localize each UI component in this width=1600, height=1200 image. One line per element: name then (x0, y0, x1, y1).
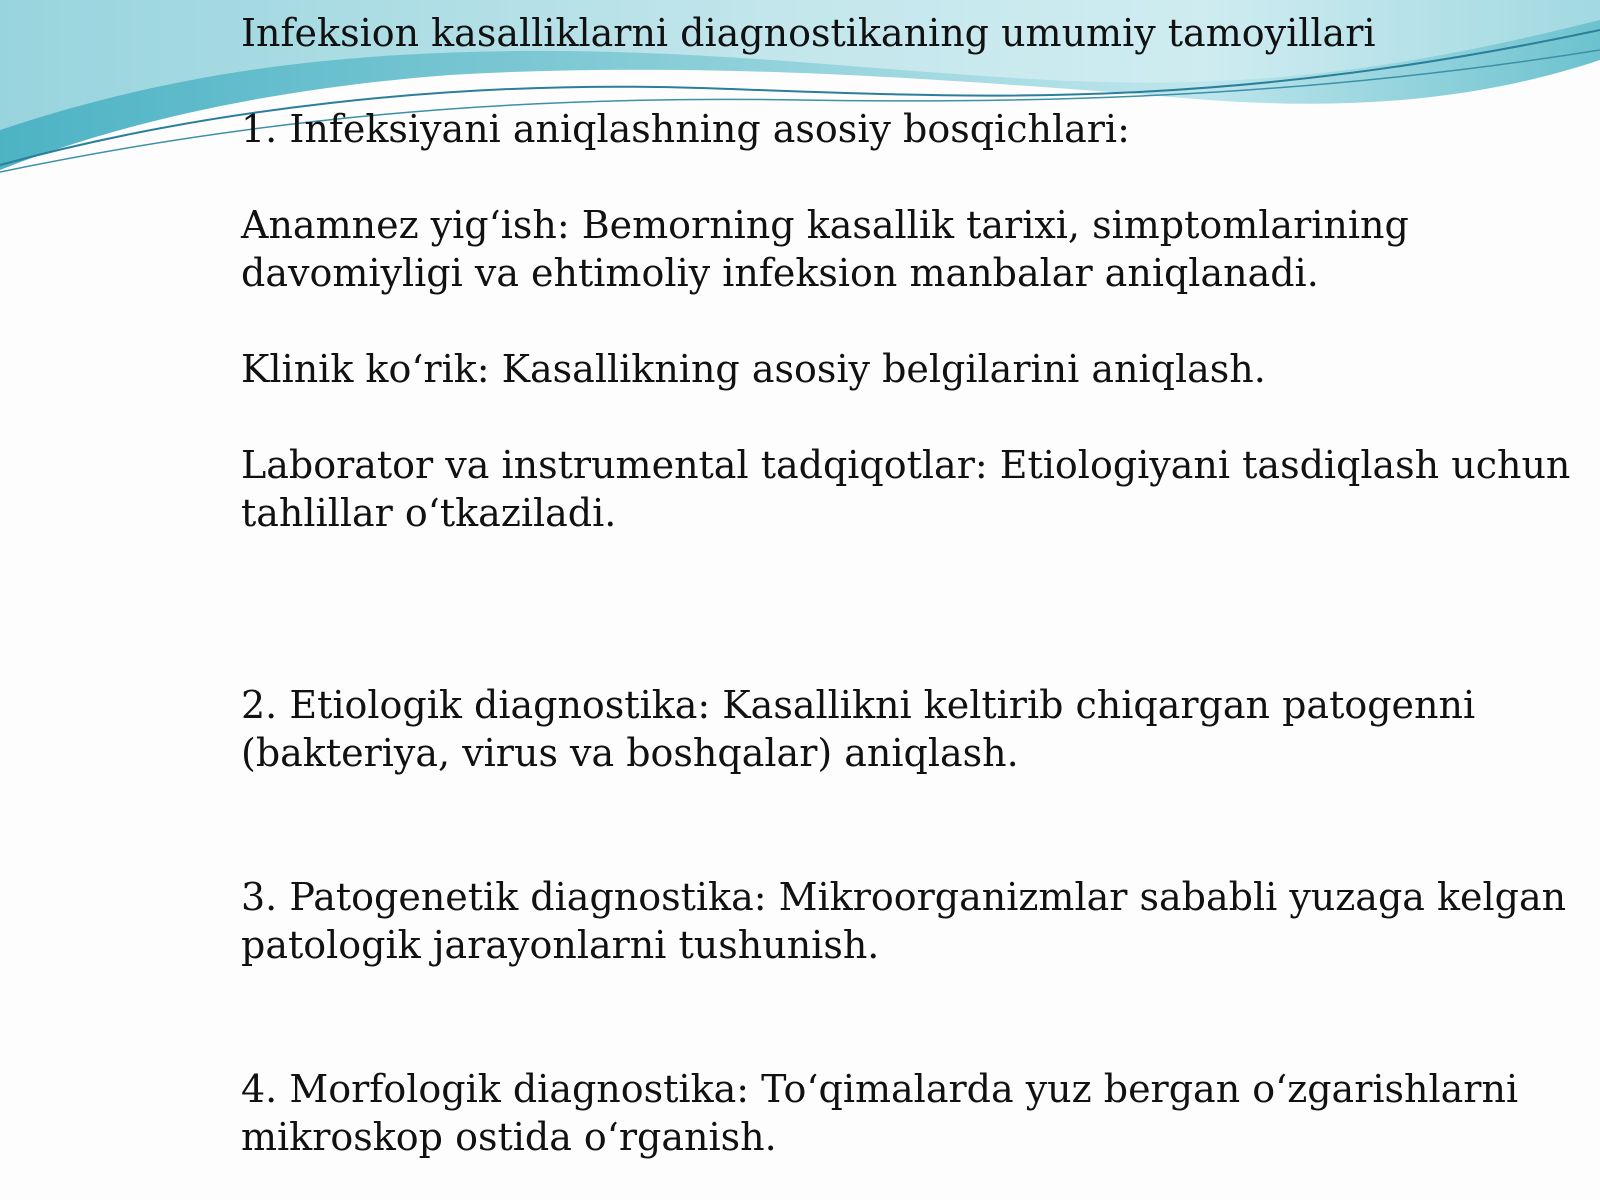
morfologik-diagnostika-paragraph: 4. Morfologik diagnostika: To‘qimalarda yuz bergan o‘zgarishlarni mikroskop ostida o‘rganish. (241, 1067, 1519, 1159)
section-1-heading: 1. Infeksiyani aniqlashning asosiy bosqichlari: (241, 107, 1130, 151)
anamnez-paragraph: Anamnez yig‘ish: Bemorning kasallik tarixi, simptomlarining davomiyligi va ehtimoliy infeksion manbalar aniqlanadi. (241, 203, 1409, 295)
slide-title: Infeksion kasalliklarni diagnostikaning umumiy tamoyillari (241, 11, 1376, 55)
etiologik-diagnostika-paragraph: 2. Etiologik diagnostika: Kasallikni keltirib chiqargan patogenni (bakteriya, virus va boshqalar) aniqlash. (241, 683, 1476, 775)
klinik-korik-paragraph: Klinik ko‘rik: Kasallikning asosiy belgilarini aniqlash. (241, 347, 1266, 391)
patogenetik-diagnostika-paragraph: 3. Patogenetik diagnostika: Mikroorganizmlar sababli yuzaga kelgan patologik jarayonlarni tushunish. (241, 875, 1567, 967)
laborator-paragraph: Laborator va instrumental tadqiqotlar: Etiologiyani tasdiqlash uchun tahlillar o‘tkaziladi. (241, 443, 1571, 535)
